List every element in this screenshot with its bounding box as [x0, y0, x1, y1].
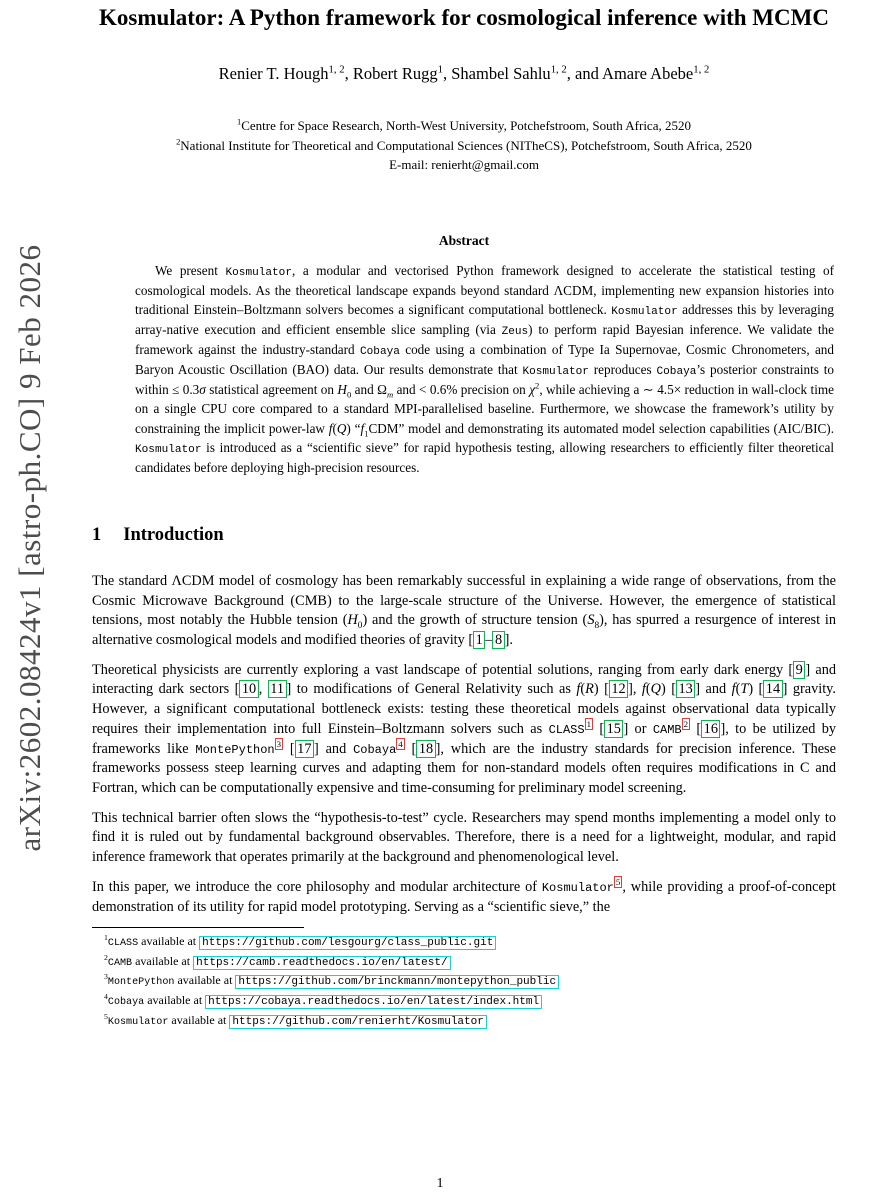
- math-italic-text: Q: [650, 681, 661, 698]
- citation-link[interactable]: 18: [416, 740, 435, 758]
- text-run: ,: [258, 681, 268, 698]
- text-run: ) “: [346, 420, 361, 436]
- text-run: statistical agreement on: [205, 382, 338, 398]
- text-run: In this paper, we introduce the core philosophy and modular architecture of: [92, 878, 542, 895]
- text-run: available at: [174, 973, 236, 988]
- url-link[interactable]: https://github.com/brinckmann/montepython_public: [235, 975, 559, 989]
- footnote-marker-link[interactable]: 1: [586, 719, 592, 730]
- text-run: [: [404, 740, 417, 757]
- footnote-4: [104, 991, 836, 1011]
- superscript-text: 1, 2: [328, 63, 345, 76]
- text-run: (: [645, 681, 651, 698]
- superscript-text: 2: [535, 380, 540, 391]
- footnote-5: [104, 1011, 836, 1031]
- text-run: available at: [138, 934, 200, 949]
- text-run: The standard ΛCDM model of cosmology has been remarkably successful in explaining a wide range of observations, from the Cosmic Microwave Background (CMB) to the large-scale structure of the Universe. However, the emergence of statistical tensions, most notably the Hubble tension (: [92, 572, 836, 629]
- code-text: Kosmulator: [611, 305, 678, 318]
- footnote-marker-link[interactable]: 4: [398, 738, 403, 749]
- paper-content-column: [92, 0, 836, 1030]
- text-run: (: [580, 681, 586, 698]
- superscript-text: 3: [104, 972, 108, 982]
- math-italic-text: f: [731, 681, 736, 698]
- text-run: [: [690, 720, 702, 737]
- citation-link[interactable]: 10: [239, 680, 258, 698]
- subscript-text: 0: [357, 621, 363, 632]
- math-italic-text: H: [347, 612, 358, 629]
- superscript-text: 1: [237, 116, 242, 127]
- text-run: (: [332, 420, 337, 436]
- superscript-text: 1: [437, 63, 443, 76]
- math-italic-text: H: [337, 382, 347, 398]
- section-number: 1: [92, 524, 102, 545]
- text-run: –: [485, 632, 493, 649]
- math-italic-text: f: [576, 681, 581, 698]
- text-run: ) [: [661, 681, 676, 698]
- text-run: available at: [144, 993, 206, 1008]
- affiliation-2: [92, 136, 836, 156]
- text-run: ] or: [623, 720, 653, 737]
- footnote-2: [104, 952, 836, 972]
- math-italic-text: R: [585, 681, 594, 698]
- code-text: Kosmulator: [541, 880, 614, 895]
- text-run: , and Amare Abebe: [566, 64, 694, 84]
- text-run: , a modular and vectorised Python framework designed to accelerate the statistical testing of cosmological models. As the theoretical landscape expands beyond standard ΛCDM, implementing new expansion histories into traditional Einstein–Boltzmann solvers becomes a significant computational bottleneck.: [135, 262, 835, 317]
- code-text: Kosmulator: [135, 443, 202, 456]
- math-italic-text: S: [587, 612, 595, 629]
- text-run: , Robert Rugg: [344, 64, 438, 84]
- text-run: [: [283, 740, 295, 757]
- footnote-rule: [92, 927, 304, 928]
- footnote-marker-link[interactable]: 5: [615, 877, 621, 888]
- url-link[interactable]: https://github.com/renierht/Kosmulator: [229, 1015, 487, 1029]
- text-run: ],: [628, 681, 642, 698]
- citation-link[interactable]: 14: [763, 680, 782, 698]
- text-run: Centre for Space Research, North-West University, Potchefstroom, South Africa, 2520: [241, 118, 691, 134]
- code-text: MontePython: [107, 977, 175, 989]
- subscript-text: m: [386, 389, 394, 400]
- text-run: ), has spurred a resurgence of interest in alternative cosmological models and modified theories of gravity [: [92, 612, 836, 649]
- authors-line: [92, 64, 836, 84]
- superscript-text: 1, 2: [693, 63, 710, 76]
- citation-link[interactable]: 16: [701, 720, 720, 738]
- footnote-marker-link[interactable]: 3: [276, 738, 282, 749]
- text-run: (: [735, 681, 741, 698]
- code-text: CAMB: [107, 957, 133, 969]
- text-run: CDM” model and demonstrating its automated model selection capabilities (AIC/BIC).: [368, 420, 834, 436]
- code-text: Zeus: [501, 325, 529, 338]
- code-text: Kosmulator: [225, 266, 292, 279]
- text-run: ], which are the industry standards for precision inference. These frameworks possess steep learning curves and adapting them for non-standard models often requires modifications in C and Fortran, which can be computationally expensive and time-consuming for preliminary model screening.: [92, 740, 836, 797]
- citation-link[interactable]: 12: [609, 680, 628, 698]
- code-text: CLASS: [107, 938, 139, 950]
- paper-title: Kosmulator: A Python framework for cosmological inference with MCMC: [99, 5, 829, 30]
- superscript-text: 2: [176, 136, 181, 147]
- url-link[interactable]: https://github.com/lesgourg/class_public.git: [199, 936, 496, 950]
- url-link[interactable]: https://cobaya.readthedocs.io/en/latest/index.html: [205, 995, 542, 1009]
- citation-link[interactable]: 17: [295, 740, 314, 758]
- intro-paragraph-1: [92, 572, 836, 651]
- text-run: is introduced as a “scientific sieve” for rapid hypothesis testing, allowing researchers to efficiently filter theoretical candidates before deploying high-precision resources.: [135, 439, 834, 475]
- text-run: [: [593, 720, 605, 737]
- superscript-text: 1, 2: [550, 63, 567, 76]
- intro-paragraph-3: [92, 809, 836, 868]
- citation-link[interactable]: 11: [268, 680, 287, 698]
- arxiv-watermark: arXiv:2602.08424v1 [astro-ph.CO] 9 Feb 2026: [12, 244, 47, 852]
- citation-link[interactable]: 8: [492, 631, 504, 649]
- code-text: Cobaya: [353, 742, 397, 757]
- citation-link[interactable]: 1: [473, 631, 485, 649]
- citation-link[interactable]: 15: [604, 720, 623, 738]
- superscript-text: 5: [104, 1011, 108, 1021]
- math-italic-text: f: [641, 681, 646, 698]
- footnotes-block: [92, 932, 836, 1030]
- text-run: ] and interacting dark sectors [: [92, 661, 836, 698]
- text-run: National Institute for Theoretical and Computational Sciences (NITheCS), Potchefstroom, South Africa, 2520: [180, 137, 752, 153]
- text-run: ].: [504, 632, 513, 649]
- math-italic-text: T: [740, 681, 749, 698]
- text-run: and < 0.6% precision on: [393, 382, 530, 398]
- text-run: ) and the growth of structure tension (: [362, 612, 588, 629]
- footnote-marker-link[interactable]: 2: [683, 719, 689, 730]
- url-link[interactable]: https://camb.readthedocs.io/en/latest/: [193, 956, 451, 970]
- text-run: available at: [168, 1012, 230, 1027]
- subscript-text: 0: [346, 389, 352, 400]
- code-text: Cobaya: [656, 366, 697, 379]
- text-run: ] and: [313, 740, 354, 757]
- section-heading-introduction: [92, 525, 836, 546]
- code-text: Kosmulator: [107, 1016, 169, 1028]
- subscript-text: 1: [364, 428, 369, 439]
- text-run: Theoretical physicists are currently exploring a vast landscape of potential solutions, ranging from early dark energy [: [92, 661, 794, 678]
- affiliations-block: [92, 116, 836, 175]
- subscript-text: 8: [594, 621, 600, 632]
- code-text: Cobaya: [360, 346, 400, 359]
- text-run: ) to perform rapid Bayesian inference. We validate the framework against the industry-standard: [135, 321, 834, 358]
- code-text: CLASS: [548, 722, 585, 737]
- email-line: E-mail: renierht@gmail.com: [389, 157, 539, 173]
- math-italic-text: Q: [336, 420, 347, 436]
- text-run: , while achieving a ∼ 4.5× reduction in wall-clock time on a single CPU core compared to a standard MPI-parallelised baseline. Furthermore, we showcase the framework’s utility by constraining the implicit power-law: [135, 382, 834, 436]
- text-run: ) [: [593, 681, 609, 698]
- text-run: , Shambel Sahlu: [442, 64, 551, 84]
- footnote-1: [104, 932, 836, 952]
- section-title: Introduction: [123, 524, 224, 545]
- abstract-heading: Abstract: [438, 232, 490, 248]
- text-run: addresses this by leveraging array-native execution and efficient ensemble slice sampling (via: [135, 301, 834, 337]
- text-run: ) [: [748, 681, 764, 698]
- code-text: Kosmulator: [522, 366, 589, 379]
- superscript-text: 1: [104, 933, 108, 943]
- intro-paragraph-4: [92, 878, 836, 917]
- code-text: Cobaya: [107, 997, 145, 1009]
- footnote-3: [104, 971, 836, 991]
- math-italic-text: χ: [529, 382, 536, 398]
- citation-link[interactable]: 9: [793, 661, 805, 679]
- math-italic-text: σ: [199, 382, 206, 398]
- math-italic-text: f: [328, 420, 333, 436]
- text-run: ], to be utilized by frameworks like: [92, 720, 836, 757]
- citation-link[interactable]: 13: [676, 680, 695, 698]
- abstract-text: [135, 261, 834, 477]
- math-italic-text: f: [360, 420, 365, 436]
- abstract-section: [92, 233, 836, 477]
- text-run: and Ω: [351, 382, 387, 398]
- page-number: 1: [436, 1176, 444, 1191]
- text-run: This technical barrier often slows the “hypothesis-to-test” cycle. Researchers may spend months implementing a model only to find it is ruled out by fundamental background observables. Therefore, there is a need for a lightweight, modular, and rapid inference framework that operates primarily at the background and phenomenological level.: [92, 809, 836, 866]
- text-run: ] and: [695, 681, 732, 698]
- superscript-text: 2: [104, 952, 108, 962]
- text-run: ] gravity. However, a significant computational bottleneck exists: testing these theoretical models against observational data typically requires their implementation into full Einstein–Boltzmann solvers such as: [92, 681, 836, 737]
- text-run: Renier T. Hough: [218, 64, 329, 84]
- intro-paragraph-2: [92, 661, 836, 799]
- text-run: available at: [132, 953, 194, 968]
- text-run: code using a combination of Type Ia Supernovae, Cosmic Chronometers, and Baryon Acoustic Oscillation (BAO) data. Our results demonstrate that: [135, 342, 834, 378]
- text-run: reproduces: [588, 362, 657, 378]
- text-run: We present: [155, 262, 226, 278]
- text-run: ] to modifications of General Relativity such as: [286, 681, 577, 698]
- affiliation-1: [92, 116, 836, 136]
- text-run: ’s posterior constraints to within ≤ 0.3: [135, 362, 834, 398]
- text-run: , while providing a proof-of-concept demonstration of its utility for rapid model prototyping. Serving as a “scientific sieve,” the: [92, 878, 836, 915]
- code-text: MontePython: [195, 742, 275, 757]
- superscript-text: 4: [104, 992, 108, 1002]
- code-text: CAMB: [652, 722, 682, 737]
